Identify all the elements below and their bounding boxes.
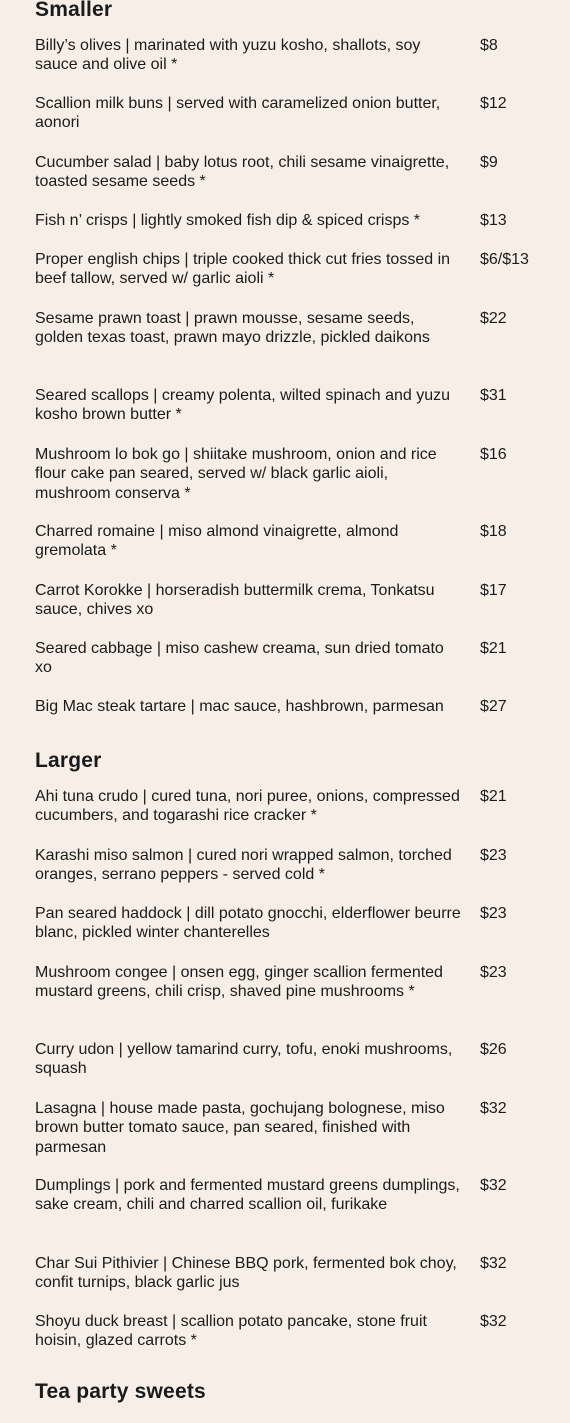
item-description: Fish n’ crisps | lightly smoked fish dip & spiced crisps * bbox=[35, 212, 421, 229]
section-title-tea-party-sweets: Tea party sweets bbox=[35, 1380, 206, 1403]
item-price: $13 bbox=[480, 212, 507, 229]
item-price: $23 bbox=[480, 964, 507, 981]
item-description: Ahi tuna crudo | cured tuna, nori puree, onions, compressed cucumbers, and togarashi rice cracker * bbox=[35, 788, 460, 825]
item-description: Seared scallops | creamy polenta, wilted spinach and yuzu kosho brown butter * bbox=[35, 387, 451, 424]
item-description: Curry udon | yellow tamarind curry, tofu, enoki mushrooms, squash bbox=[35, 1041, 453, 1078]
item-description: Mushroom congee | onsen egg, ginger scallion fermented mustard greens, chili crisp, shaved pine mushrooms * bbox=[35, 964, 443, 1001]
item-description: Seared cabbage | miso cashew creama, sun dried tomato xo bbox=[35, 640, 444, 677]
item-price: $23 bbox=[480, 847, 507, 864]
item-description: Carrot Korokke | horseradish buttermilk crema, Tonkatsu sauce, chives xo bbox=[35, 582, 435, 619]
item-price: $17 bbox=[480, 582, 507, 599]
item-price: $32 bbox=[480, 1313, 507, 1330]
section-title-larger: Larger bbox=[35, 749, 102, 772]
item-price: $9 bbox=[480, 154, 498, 171]
item-price: $32 bbox=[480, 1255, 507, 1272]
item-price: $21 bbox=[480, 640, 507, 657]
item-price: $6/$13 bbox=[480, 251, 529, 268]
item-description: Dumplings | pork and fermented mustard greens dumplings, sake cream, chili and charred scallion oil, furikake bbox=[35, 1177, 460, 1214]
item-description: Pan seared haddock | dill potato gnocchi, elderflower beurre blanc, pickled winter chanterelles bbox=[35, 905, 461, 942]
item-price: $27 bbox=[480, 698, 507, 715]
item-description: Karashi miso salmon | cured nori wrapped salmon, torched oranges, serrano peppers - served cold * bbox=[35, 847, 452, 884]
item-price: $16 bbox=[480, 446, 507, 463]
item-price: $32 bbox=[480, 1100, 507, 1117]
item-description: Cucumber salad | baby lotus root, chili sesame vinaigrette, toasted sesame seeds * bbox=[35, 154, 450, 191]
item-description: Shoyu duck breast | scallion potato pancake, stone fruit hoisin, glazed carrots * bbox=[35, 1313, 427, 1350]
item-price: $12 bbox=[480, 95, 507, 112]
item-description: Big Mac steak tartare | mac sauce, hashbrown, parmesan bbox=[35, 698, 444, 715]
item-price: $8 bbox=[480, 37, 498, 54]
item-price: $22 bbox=[480, 310, 507, 327]
item-price: $26 bbox=[480, 1041, 507, 1058]
item-description: Scallion milk buns | served with caramelized onion butter, aonori bbox=[35, 95, 441, 132]
item-description: Charred romaine | miso almond vinaigrette, almond gremolata * bbox=[35, 523, 399, 560]
item-description: Mushroom lo bok go | shiitake mushroom, onion and rice flour cake pan seared, served w/ black garlic aioli, mushroom conserva * bbox=[35, 446, 437, 502]
item-description: Sesame prawn toast | prawn mousse, sesame seeds, golden texas toast, prawn mayo drizzle, pickled daikons bbox=[35, 310, 430, 347]
item-description: Proper english chips | triple cooked thick cut fries tossed in beef tallow, served w/ garlic aioli * bbox=[35, 251, 451, 288]
item-description: Char Sui Pithivier | Chinese BBQ pork, fermented bok choy, confit turnips, black garlic jus bbox=[35, 1255, 457, 1292]
item-price: $21 bbox=[480, 788, 507, 805]
item-description: Billy’s olives | marinated with yuzu kosho, shallots, soy sauce and olive oil * bbox=[35, 37, 421, 74]
section-title-smaller: Smaller bbox=[35, 0, 113, 21]
item-description: Lasagna | house made pasta, gochujang bolognese, miso brown butter tomato sauce, pan seared, finished with parmesan bbox=[35, 1100, 445, 1156]
item-price: $18 bbox=[480, 523, 507, 540]
item-price: $31 bbox=[480, 387, 507, 404]
item-price: $32 bbox=[480, 1177, 507, 1194]
item-price: $23 bbox=[480, 905, 507, 922]
